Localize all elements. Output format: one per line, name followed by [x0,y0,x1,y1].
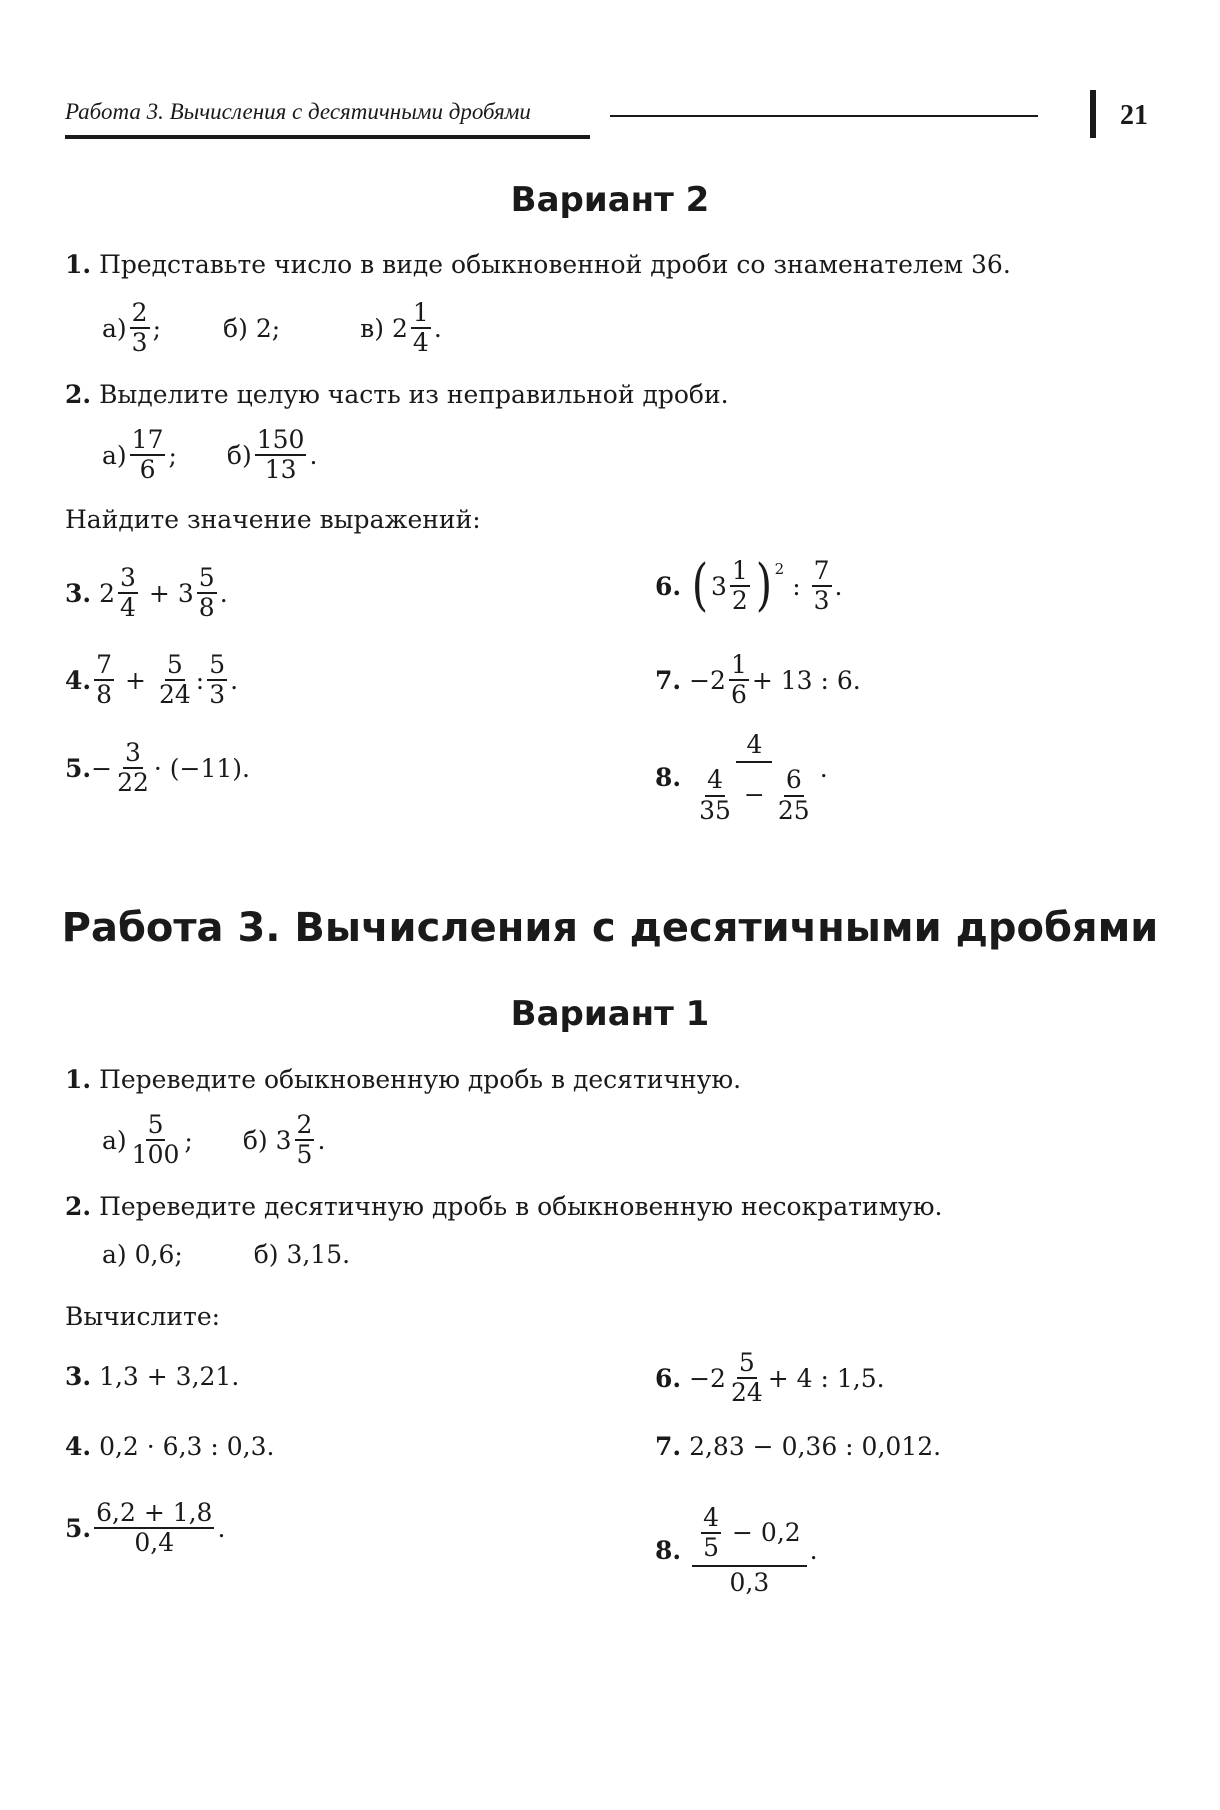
fraction [729,1350,765,1407]
v2-task4-number: 4. [65,665,92,695]
v2-task8 [655,732,828,824]
w3-task1-a-tail: ; [184,1125,193,1155]
operator: : [195,665,205,695]
fraction-denominator: 5 [296,1140,313,1170]
v2-task2-b-label: б) [226,440,252,470]
w3-task8 [655,1505,818,1596]
punctuation: . [834,571,843,601]
work3-title: Работа 3. Вычисления с десятичными дробями [61,905,1159,951]
fraction-numerator: 1 [411,300,431,329]
v2-task2-b-fraction [255,427,307,484]
complex-fraction [692,1505,807,1596]
header-rule [610,115,1038,117]
v2-task2-text: Выделите целую часть из неправильной дроби. [99,380,729,409]
fraction-numerator: 150 [255,427,307,456]
v2-task3-number: 3. [65,578,92,608]
expression: 2,83 − 0,36 : 0,012. [689,1432,942,1461]
mixed-whole: 3 [177,578,194,608]
v2-task1-number: 1. [65,250,92,279]
fraction [701,1505,721,1562]
fraction-denominator: 22 [117,768,149,798]
fraction [207,652,227,709]
w3-task1-a-fraction [130,1112,182,1169]
fraction [94,652,114,709]
w3-task4-number: 4. [65,1432,92,1461]
w3-task1-b-fraction [295,1112,315,1169]
fraction-numerator: 1 [729,652,749,681]
fraction-numerator: 17 [130,427,166,456]
work3-variant-title: Вариант 1 [510,994,710,1034]
expression-rest: · (−11). [153,753,250,783]
w3-task5-number: 5. [65,1513,92,1543]
fraction-numerator: 4 [705,767,725,796]
fraction-numerator: 3 [118,565,138,594]
fraction [730,558,750,615]
w3-task3-number: 3. [65,1362,92,1391]
w3-task2-number: 2. [65,1192,92,1221]
fraction-numerator: 2 [295,1112,315,1141]
fraction-denominator: 0,3 [729,1567,770,1597]
mixed-whole: −2 [689,665,726,695]
fraction-denominator: 4 [120,593,136,623]
fraction-denominator: 3 [209,680,226,710]
fraction-numerator: 4 [701,1505,721,1534]
v2-task1-c-tail: . [433,313,442,343]
v2-task1-c-label: в) [360,313,384,343]
w3-task6-number: 6. [655,1363,682,1393]
mixed-whole: 3 [710,571,727,601]
v2-task2-options [102,427,317,484]
page-number: 21 [1120,100,1148,131]
v2-task2-a-fraction [130,427,166,484]
fraction-denominator: 100 [131,1140,180,1170]
exponent: 2 [774,560,785,578]
fraction [118,565,138,622]
fraction-denominator: 3 [813,586,830,616]
v2-task2-statement [65,380,729,409]
fraction-numerator: 5 [207,652,227,681]
v2-task8-number: 8. [655,763,682,793]
v2-task1-a-tail: ; [152,313,162,343]
fraction-denominator: 4 [412,328,429,358]
fraction [729,652,749,709]
operator: : [792,571,801,601]
w3-task1-a-label: а) [102,1125,127,1155]
fraction-denominator: 25 [777,795,810,825]
punctuation: . [819,754,828,783]
w3-task2-statement [65,1192,942,1221]
w3-task7-number: 7. [655,1432,682,1461]
v2-task5 [65,740,250,797]
header-vertical-bar [1090,90,1096,138]
v2-task1-statement [65,250,1011,279]
fraction [697,767,733,824]
w3-task6 [655,1350,885,1407]
left-paren: ( [691,553,709,619]
fraction-numerator: 4 [736,732,772,763]
fraction-denominator: 6 [139,455,156,485]
w3-task5 [65,1500,225,1557]
v2-task5-number: 5. [65,753,92,783]
fraction-numerator: 5 [146,1112,166,1141]
w3-task2-a: а) 0,6; [102,1240,183,1269]
operator: + [148,578,170,608]
v2-task2-number: 2. [65,380,92,409]
fraction-denominator: 8 [198,593,215,623]
punctuation: . [230,665,239,695]
fraction [776,767,812,824]
expression: 1,3 + 3,21. [99,1362,240,1391]
expression-rest: + 13 : 6. [751,665,861,695]
fraction-numerator: 6,2 + 1,8 [94,1500,214,1529]
v2-instruction: Найдите значение выражений: [65,505,481,534]
operator: − [91,753,113,783]
mixed-whole: 3 [275,1125,292,1155]
complex-fraction [692,732,817,824]
v2-task1-b-label: б) [223,313,248,343]
w3-instruction: Вычислите: [65,1302,221,1331]
fraction [115,740,151,797]
w3-task1-text: Переведите обыкновенную дробь в десятичную. [99,1065,742,1094]
fraction-denominator: 8 [96,680,113,710]
expression-rest: − 0,2 [732,1518,801,1548]
fraction [812,558,832,615]
fraction-denominator: 13 [264,455,297,485]
fraction-denominator: 3 [131,328,148,358]
v2-task3 [65,565,228,622]
v2-task1-options [102,300,442,357]
v2-task1-c-whole: 2 [392,313,408,343]
w3-task7 [655,1432,941,1461]
fraction-denominator [692,763,817,824]
v2-task1-a-label: а) [102,313,127,343]
v2-task1-a-fraction [130,300,150,357]
w3-task2-options [102,1240,350,1269]
fraction-numerator: 5 [197,565,217,594]
v2-task2-a-tail: ; [168,440,177,470]
v2-task2-b-tail: . [309,440,318,470]
w3-task2-b: б) 3,15. [253,1240,351,1269]
v2-task1-c-fraction [411,300,431,357]
fraction-denominator: 6 [730,680,747,710]
v2-task4 [65,652,238,709]
header-underline [65,135,590,139]
fraction-denominator: 2 [731,586,748,616]
fraction-numerator: 7 [812,558,832,587]
punctuation: . [217,1513,226,1543]
fraction-numerator: 2 [130,300,150,329]
mixed-whole: 2 [99,578,116,608]
v2-task7-number: 7. [655,665,682,695]
w3-task1-number: 1. [65,1065,92,1094]
fraction-numerator: 1 [730,558,750,587]
fraction-numerator: 3 [123,740,143,769]
v2-task6 [655,553,843,619]
w3-task3 [65,1362,239,1391]
w3-task1-options [102,1112,325,1169]
running-header-title: Работа 3. Вычисления с десятичными дробями [65,99,531,124]
v2-task1-b-value: 2; [255,313,281,343]
v2-task1-text: Представьте число в виде обыкновенной дроби со знаменателем 36. [99,250,1011,279]
operator: − [743,780,765,810]
fraction-numerator: 6 [784,767,804,796]
w3-task4 [65,1432,274,1461]
w3-task1-statement [65,1065,741,1094]
v2-task7 [655,652,861,709]
right-paren: ) [755,553,772,619]
operator: + [125,665,146,695]
expression: 0,2 · 6,3 : 0,3. [99,1432,275,1461]
fraction-denominator: 24 [730,1378,763,1408]
variant2-title: Вариант 2 [510,180,710,220]
fraction [197,565,217,622]
fraction-numerator: 5 [737,1350,757,1379]
fraction-denominator: 35 [699,795,731,825]
punctuation: . [219,578,228,608]
v2-task6-number: 6. [655,571,682,601]
mixed-whole: −2 [689,1363,726,1393]
expression-rest: + 4 : 1,5. [767,1363,885,1393]
fraction-denominator: 5 [703,1533,720,1563]
w3-task2-text: Переведите десятичную дробь в обыкновенную несократимую. [99,1192,943,1221]
fraction-numerator [692,1505,807,1567]
fraction-numerator: 5 [165,652,185,681]
fraction-denominator: 24 [158,680,191,710]
fraction [94,1500,214,1557]
fraction-numerator: 7 [94,652,114,681]
w3-task1-b-label: б) [242,1125,268,1155]
punctuation: . [809,1535,818,1565]
fraction-denominator: 0,4 [134,1528,175,1558]
fraction [157,652,193,709]
w3-task1-b-tail: . [317,1125,326,1155]
v2-task2-a-label: а) [102,440,127,470]
w3-task8-number: 8. [655,1535,682,1565]
